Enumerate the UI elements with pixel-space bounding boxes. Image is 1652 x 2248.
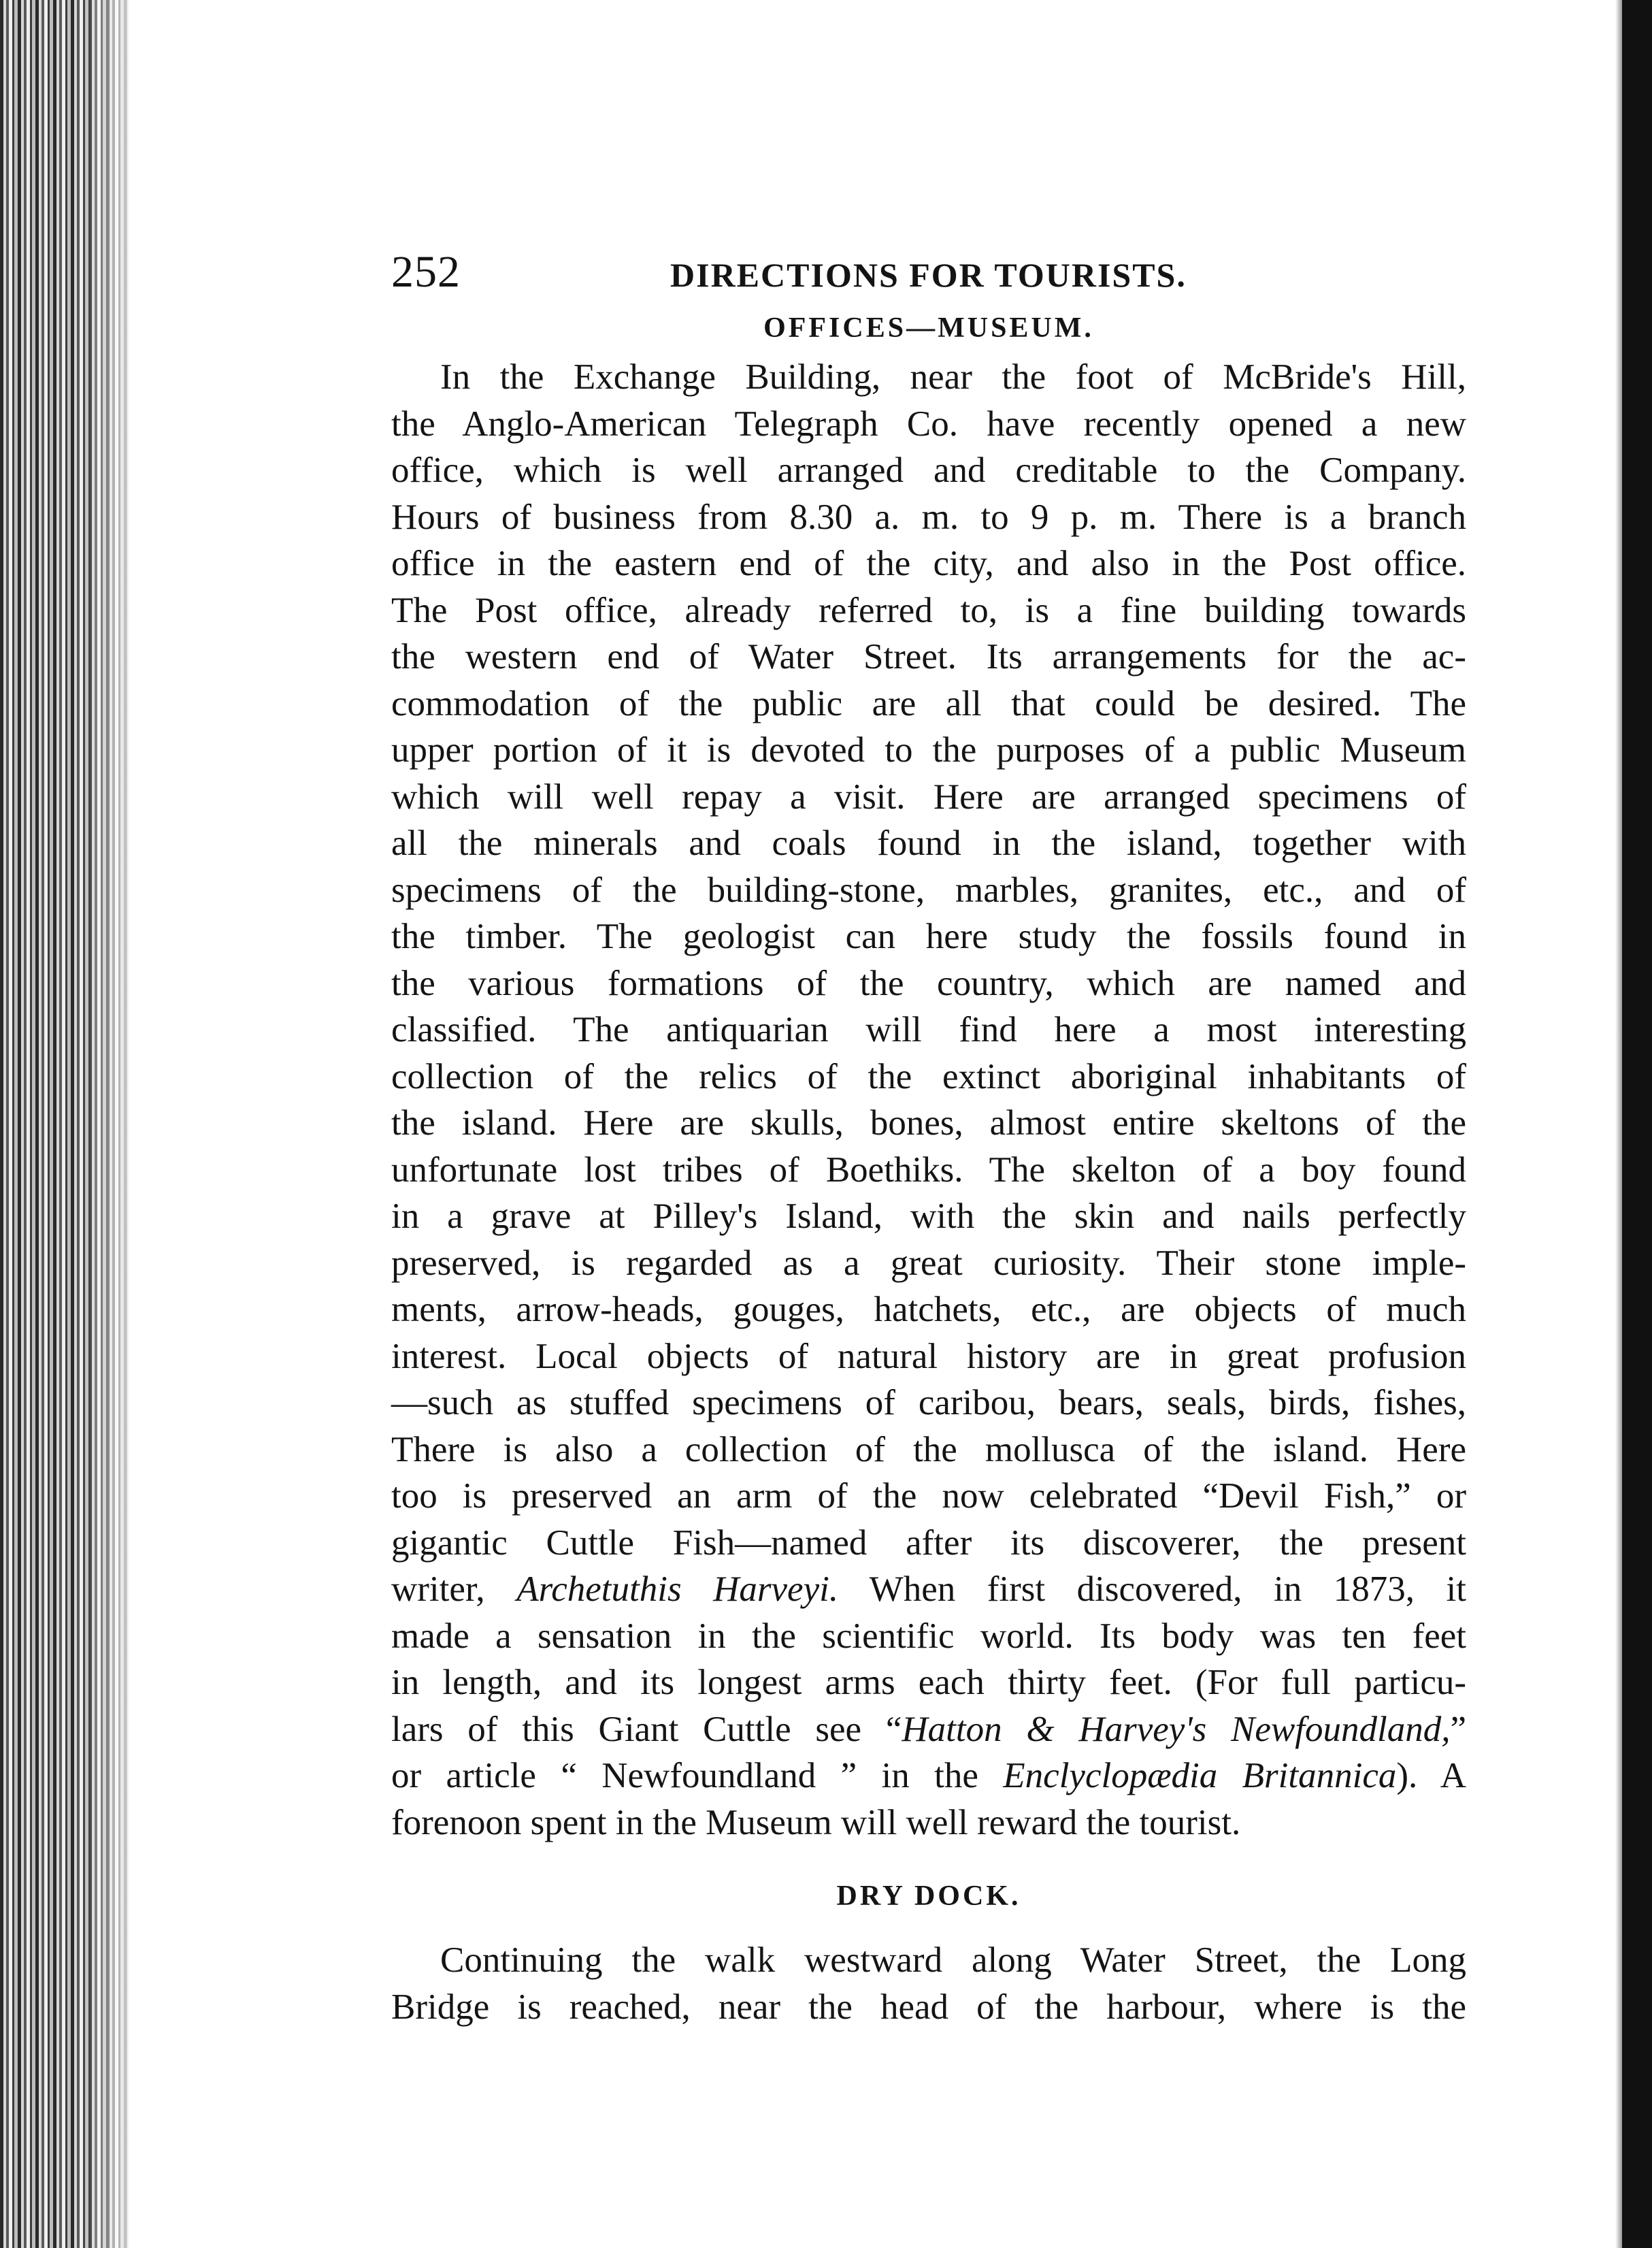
text-line: made a sensation in the scientific world. Its body was ten feet: [391, 1616, 1466, 1656]
text-segment: When first discovered, in 1873, it: [838, 1569, 1466, 1609]
binding-shadow: [1615, 0, 1622, 2248]
text-line: commodation of the public are all that could be desired. The: [391, 683, 1466, 723]
text-line-writer: [391, 1566, 1466, 1613]
text-line: ments, arrow-heads, gouges, hatchets, etc., are objects of much: [391, 1290, 1466, 1329]
text-line: Continuing the walk westward along Water Street, the Long: [440, 1940, 1466, 1980]
section-heading-dry-dock: DRY DOCK.: [836, 1880, 1021, 1912]
running-title: DIRECTIONS FOR TOURISTS.: [670, 256, 1187, 294]
text-line: Bridge is reached, near the head of the harbour, where is the: [391, 1987, 1466, 2027]
text-line: the timber. The geologist can here study the fossils found in: [391, 917, 1466, 956]
text-line: In the Exchange Building, near the foot of McBride's Hill,: [440, 357, 1466, 397]
running-head: [391, 245, 1466, 306]
text-line: in length, and its longest arms each thirty feet. (For full particu-: [391, 1663, 1466, 1702]
page-number: 252: [391, 247, 461, 297]
text-segment: or article “ Newfoundland ” in the: [391, 1756, 1004, 1795]
text-line: collection of the relics of the extinct aboriginal inhabitants of: [391, 1056, 1466, 1096]
italic-species-name: Archetuthis Harveyi.: [516, 1569, 839, 1609]
text-line: interest. Local objects of natural history are in great profusion: [391, 1336, 1466, 1376]
text-line: unfortunate lost tribes of Boethiks. The skelton of a boy found: [391, 1150, 1466, 1190]
text-line-hatton: [391, 1706, 1466, 1753]
text-line: too is preserved an arm of the now celebrated “Devil Fish,” or: [391, 1476, 1466, 1516]
text-line: in a grave at Pilley's Island, with the skin and nails perfectly: [391, 1196, 1466, 1236]
text-line: preserved, is regarded as a great curiosity. Their stone imple-: [391, 1243, 1466, 1283]
text-line: the various formations of the country, which are named and: [391, 963, 1466, 1003]
text-line-encyclopaedia: [391, 1753, 1466, 1799]
text-line: gigantic Cuttle Fish—named after its discoverer, the present: [391, 1522, 1466, 1563]
paragraph-dry-dock: [391, 1937, 1466, 2030]
text-line: the Anglo-American Telegraph Co. have recently opened a new: [391, 404, 1466, 444]
text-segment: ). A: [1396, 1756, 1467, 1795]
text-line: which will well repay a visit. Here are arranged specimens of: [391, 777, 1466, 817]
text-line: —such as stuffed specimens of caribou, bears, seals, birds, fishes,: [391, 1383, 1466, 1422]
text-line: specimens of the building-stone, marbles, granites, etc., and of: [391, 870, 1466, 910]
text-segment: lars of this Giant Cuttle see “: [391, 1709, 902, 1749]
text-line: office, which is well arranged and creditable to the Company.: [391, 451, 1466, 490]
text-line: all the minerals and coals found in the island, together with: [391, 824, 1466, 863]
section-heading-offices-museum: OFFICES—MUSEUM.: [763, 312, 1094, 344]
page-edge-shadow: [82, 0, 143, 2248]
text-line: the island. Here are skulls, bones, almost entire skeltons of the: [391, 1103, 1466, 1143]
text-line: office in the eastern end of the city, and also in the Post office.: [391, 544, 1466, 583]
text-line: upper portion of it is devoted to the purposes of a public Museum: [391, 730, 1466, 770]
text-line: the western end of Water Street. Its arrangements for the ac-: [391, 637, 1466, 677]
book-binding-edge: [1622, 0, 1652, 2248]
text-line: forenoon spent in the Museum will well reward the tourist.: [391, 1802, 1241, 1842]
text-segment: ”: [1450, 1709, 1467, 1749]
italic-book-title: Hatton & Harvey's Newfoundland,: [902, 1709, 1451, 1749]
text-segment: writer,: [391, 1569, 517, 1609]
text-line: The Post office, already referred to, is a fine building towards: [391, 590, 1466, 630]
text-line: There is also a collection of the mollusca of the island. Here: [391, 1429, 1466, 1469]
text-line: Hours of business from 8.30 a. m. to 9 p. m. There is a branch: [391, 497, 1466, 537]
book-page: [391, 245, 1466, 2030]
italic-encyclopaedia-title: Enclyclopædia Britannica: [1003, 1756, 1397, 1795]
text-line: classified. The antiquarian will find here a most interesting: [391, 1010, 1466, 1049]
paragraph-offices-museum: [391, 354, 1466, 1846]
